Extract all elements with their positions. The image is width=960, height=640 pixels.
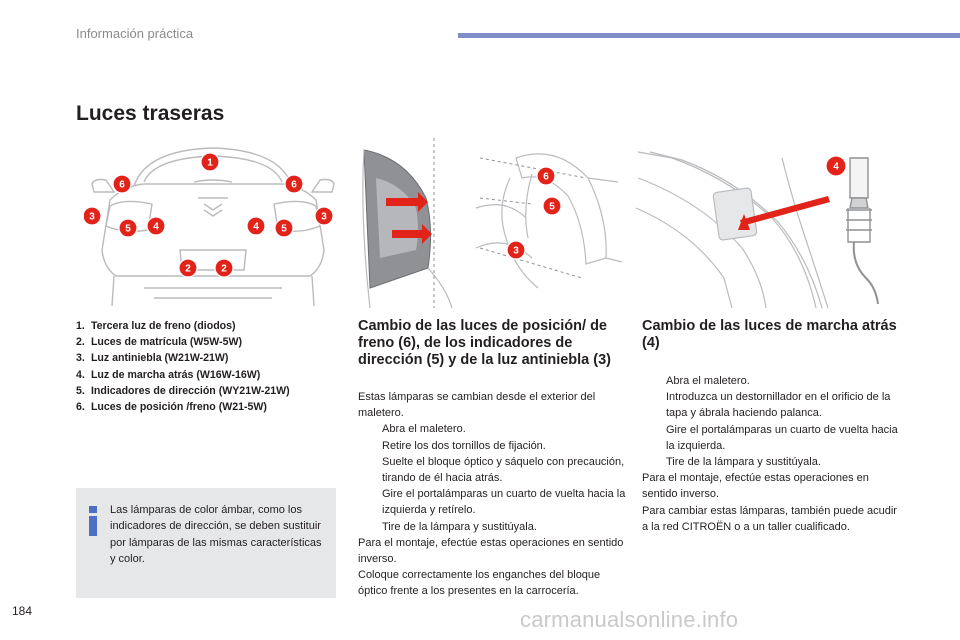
legend-text: Indicadores de dirección (WY21W-21W) [90,384,290,397]
light-unit-illustration [356,138,624,308]
instruction-step [642,389,904,421]
legend-item [76,383,346,399]
callout-marker [247,217,265,235]
step-text: Abra el maletero. [666,375,750,387]
callout-label: 2 [221,263,227,275]
instruction-step [358,421,626,437]
callout-label: 3 [321,211,327,223]
callout-marker [275,219,293,237]
callout-marker [285,175,303,193]
legend-number: 6. [76,401,85,414]
step-text: Tire de la lámpara y sustitúyala. [382,520,537,533]
section-title-reverse: Cambio de las luces de marcha atrás (4) [642,318,897,351]
legend-number: 3. [76,352,85,365]
section-outro [358,535,626,600]
instruction-step [358,519,626,535]
reverse-lamp-illustration [632,138,894,308]
callout-label: 1 [207,157,213,169]
legend-text: Luces de matrícula (W5W-5W) [90,336,243,349]
callout-label: 4 [833,161,839,173]
page-number: 184 [12,604,33,618]
callout-marker [507,241,525,259]
legend-item [76,318,346,334]
instruction-step [358,438,626,454]
step-text: Tire de la lámpara y sustitúyala. [666,456,821,469]
light-unit-drawing [356,138,624,308]
instruction-step [358,454,626,486]
car-rear-drawing [84,138,342,308]
outro-paragraph: Coloque correctamente los enganches del bloque óptico frente a los presentes en la carrocería. [358,569,601,598]
legend-item [76,367,346,383]
info-icon [86,506,100,538]
section-body-position-brake [358,389,626,600]
callout-marker [543,197,561,215]
watermark: carmanualsonline.info [520,607,739,632]
callout-label: 2 [185,263,191,275]
info-icon-dot [89,506,97,513]
legend-number: 5. [76,384,85,397]
legend-text: Luz de marcha atrás (W16W-16W) [90,368,261,381]
outro-paragraph: Para el montaje, efectúe estas operaciones en sentido inverso. [358,536,624,566]
callout-marker [215,259,233,277]
legend-item [76,334,346,350]
step-text: Abra el maletero. [382,423,466,436]
callout-label: 4 [153,221,159,233]
callout-marker [201,153,219,171]
outro-paragraph: Para cambiar estas lámparas, también puede acudir a la red CITROËN o a un taller cualificado. [642,504,897,533]
step-text: Introduzca un destornillador en el orificio de la tapa y ábrala haciendo palanca. [666,391,891,420]
callout-label: 6 [291,179,297,191]
legend-number: 4. [76,368,85,381]
lamp-legend [76,318,346,415]
callout-marker [537,167,555,185]
callout-label: 5 [281,223,287,235]
info-note [76,488,336,598]
legend-item [76,399,346,415]
instruction-step [642,454,904,470]
step-text: Retire los dos tornillos de fijación. [382,439,546,452]
callout-label: 6 [543,171,549,183]
callout-marker [179,259,197,277]
callout-label: 5 [549,201,555,213]
step-text: Gire el portalámparas un cuarto de vuelta hacia la izquierda. [666,423,898,452]
info-icon-stem [89,516,97,536]
callout-marker [113,175,131,193]
callout-label: 5 [125,223,131,235]
legend-text: Luz antiniebla (W21W-21W) [90,352,229,365]
instruction-step [642,373,904,389]
instruction-steps [642,373,904,470]
legend-item [76,350,346,366]
section-body-reverse [642,373,904,535]
header-accent-bar [458,33,960,38]
info-text: Las lámparas de color ámbar, como los indicadores de dirección, se deben sustituir por lámparas de las mismas características y color. [110,504,322,566]
section-outro [642,470,904,535]
callout-label: 3 [89,211,95,223]
instruction-step [358,486,626,518]
car-rear-illustration [84,138,342,308]
callout-marker [826,156,846,176]
instruction-step [642,422,904,454]
callout-marker [315,207,333,225]
legend-text: Tercera luz de freno (diodos) [90,320,236,332]
reverse-lamp-drawing [632,138,894,308]
section-title-position-brake: Cambio de las luces de posición/ de freno (6), de los indicadores de dirección (5) y de la luz antiniebla (3) [358,318,611,368]
section-intro: Estas lámparas se cambian desde el exterior del maletero. [358,391,596,420]
callout-label: 3 [513,245,519,257]
callout-label: 4 [253,221,259,233]
step-text: Suelte el bloque óptico y sáquelo con precaución, tirando de él hacia atrás. [382,455,625,485]
legend-number: 1. [76,320,85,332]
page-title: Luces traseras [76,102,225,125]
legend-text: Luces de posición /freno (W21-5W) [90,401,267,414]
outro-paragraph: Para el montaje, efectúe estas operaciones en sentido inverso. [642,472,869,501]
step-text: Gire el portalámparas un cuarto de vuelta hacia la izquierda y retírelo. [382,488,626,517]
callout-marker [84,207,101,225]
section-header: Información práctica [76,26,194,41]
callout-label: 6 [119,179,125,191]
callout-marker [119,219,137,237]
callout-marker [147,217,165,235]
legend-number: 2. [76,336,85,349]
instruction-steps [358,421,626,534]
